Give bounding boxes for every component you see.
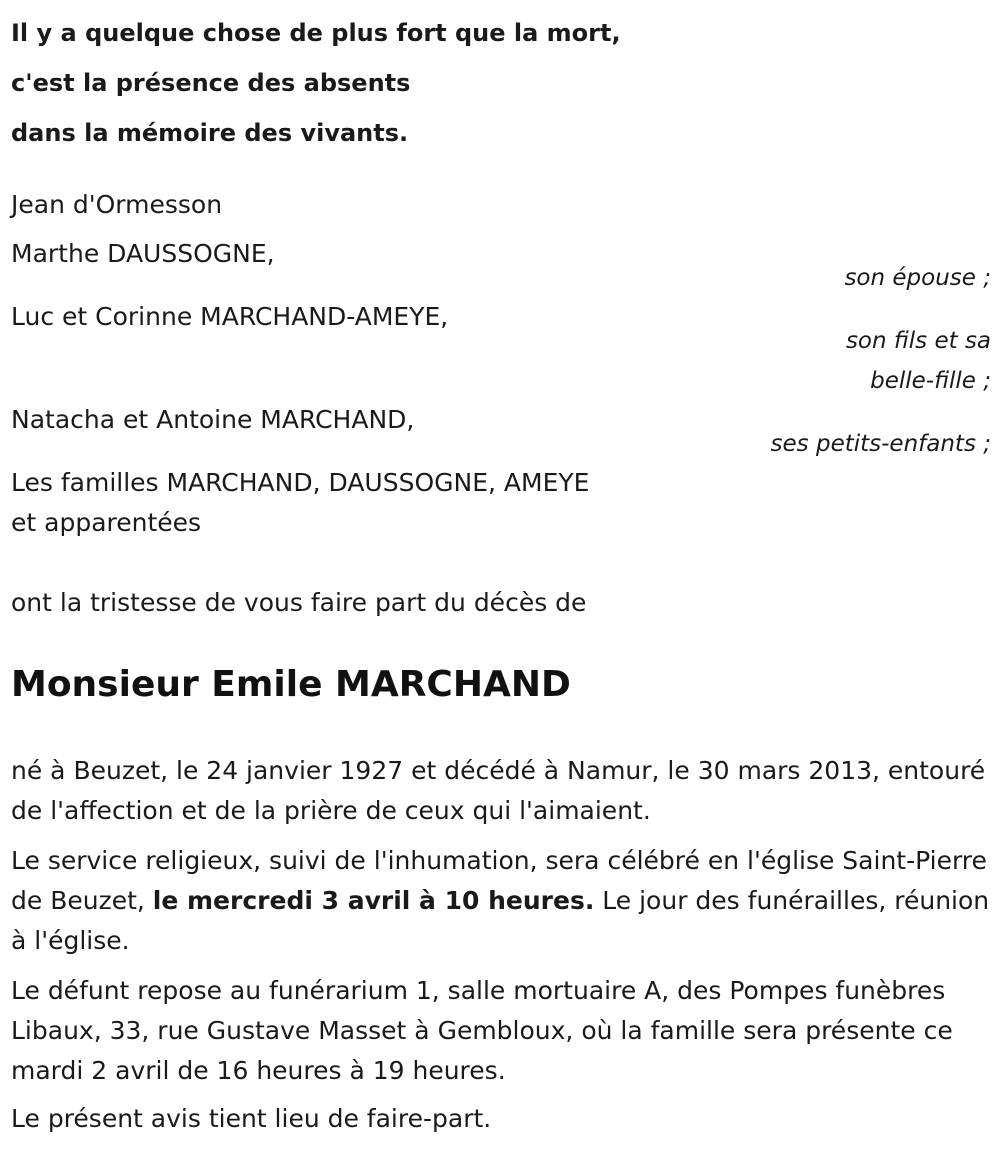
quote-line-2: c'est la présence des absents xyxy=(11,69,411,97)
families-line-2: et apparentées xyxy=(11,508,202,537)
obituary-notice xyxy=(11,0,991,1155)
deceased-name: Monsieur Emile MARCHAND xyxy=(11,664,571,705)
families-line-1: Les familles MARCHAND, DAUSSOGNE, AMEYE xyxy=(11,468,590,497)
quote-line-1: Il y a quelque chose de plus fort que la mort, xyxy=(11,19,621,47)
family-member-grandchildren: Natacha et Antoine MARCHAND, xyxy=(11,405,415,434)
paragraph-visitation: Le défunt repose au funérarium 1, salle mortuaire A, des Pompes funèbres Libaux, 33, rue Gustave Masset à Gembloux, où la famille sera présente ce mardi 2 avril de 16 heures à 19 heures. xyxy=(11,976,953,1085)
service-text-1: Le service religieux, suivi de l'inhumation, sera célébré en l'église Saint-Pierre de Beuzet, xyxy=(11,846,987,915)
family-member-spouse: Marthe DAUSSOGNE, xyxy=(11,239,275,268)
service-text-2: Le jour des funérailles, réunion à l'église. xyxy=(11,886,990,955)
relation-grandchildren: ses petits-enfants ; xyxy=(770,431,991,457)
paragraph-notice: Le présent avis tient lieu de faire-part. xyxy=(11,1104,492,1133)
announcement: ont la tristesse de vous faire part du décès de xyxy=(11,588,587,617)
paragraph-birth-death: né à Beuzet, le 24 janvier 1927 et décédé à Namur, le 30 mars 2013, entouré de l'affection et de la prière de ceux qui l'aimaient. xyxy=(11,756,986,825)
relation-daughter-in-law: belle-fille ; xyxy=(870,368,991,394)
service-date: le mercredi 3 avril à 10 heures. xyxy=(152,886,595,915)
relation-spouse: son épouse ; xyxy=(844,265,991,291)
family-member-son: Luc et Corinne MARCHAND-AMEYE, xyxy=(11,302,449,331)
quote-author: Jean d'Ormesson xyxy=(11,190,223,219)
relation-son: son fils et sa xyxy=(845,328,991,354)
paragraph-service xyxy=(11,841,996,961)
quote-block xyxy=(11,8,621,158)
quote-line-3: dans la mémoire des vivants. xyxy=(11,119,409,147)
